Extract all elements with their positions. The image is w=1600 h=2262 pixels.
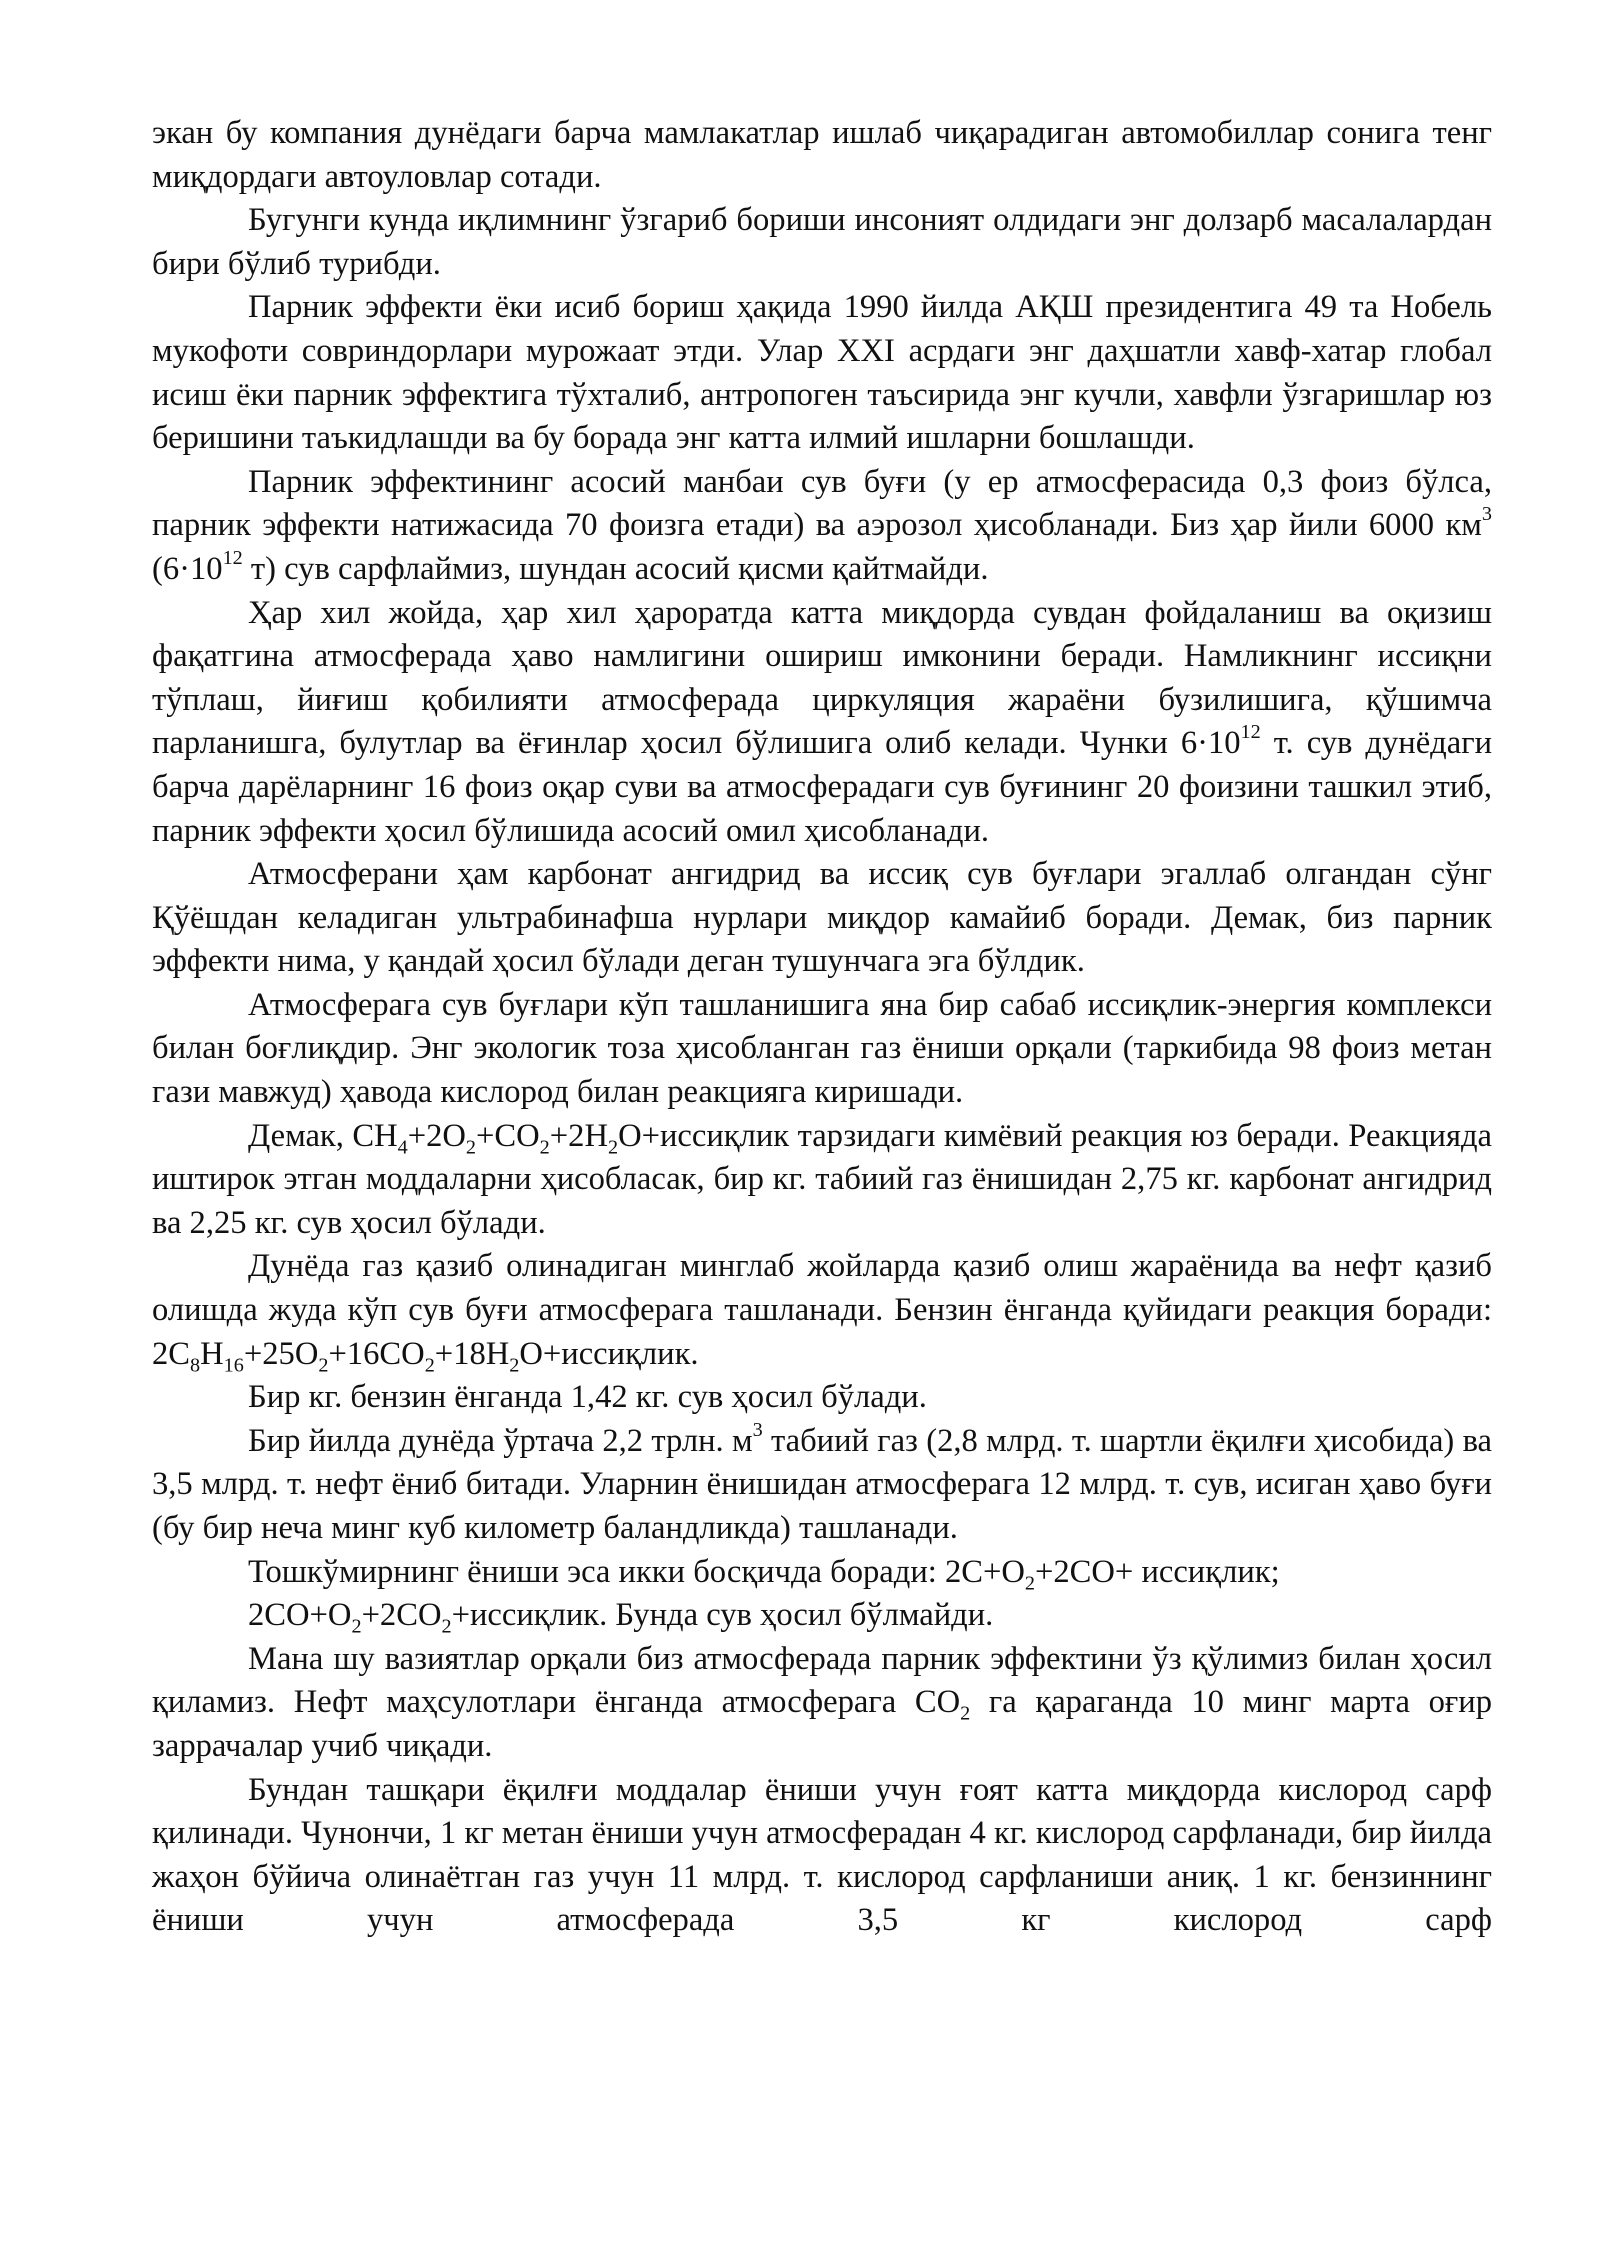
text-run: т) сув сарфлаймиз, шундан асосий қисми қайтмайди. [242,550,989,587]
text-run: т. сув дунёдаги барча дарёларнинг 16 фоиз оқар суви ва атмосферадаги сув буғининг 20 фоизини ташкил этиб, парник эффекти ҳосил бўлишида асосий омил ҳисобланади. [152,725,1493,849]
superscript: 12 [222,547,243,570]
subscript: 2 [607,1136,619,1159]
paragraph [152,1245,1492,1376]
text-run: Атмосферага сув буғлари кўп ташланишига яна бир сабаб иссиқлик-энергия комплекси билан боғлиқдир. Энг экологик тоза ҳисобланган газ ёниши орқали (таркибида 98 фоиз метан гази мавжуд) ҳавода кислород билан реакцияга киришади. [152,986,1492,1111]
text-run: экан бу компания дунёдаги барча мамлакатлар ишлаб чиқарадиган автомобиллар сонига тенг миқдордаги автоуловлар сотади. [152,115,1492,195]
paragraph [152,592,1492,854]
text-run: +2H [549,1117,608,1154]
subscript: 2 [539,1136,550,1159]
subscript: 2 [318,1354,329,1377]
text-run: +2CO+ иссиқлик; [1035,1553,1280,1590]
subscript: 2 [509,1354,520,1377]
text-run: Тошкўмирнинг ёниши эса икки босқичда боради: 2C+O [248,1553,1025,1590]
subscript: 2 [960,1702,971,1725]
text-run: +иссиқлик. Бунда сув ҳосил бўлмайди. [451,1597,994,1634]
superscript: 3 [1481,503,1492,526]
text-run: Демак, СН [248,1117,398,1154]
subscript: 2 [465,1136,477,1159]
text-run: га қараганда 10 минг марта оғир заррачалар учиб чиқади. [152,1684,1492,1764]
paragraph [152,112,1492,199]
paragraph [152,1638,1492,1769]
text-run: Бундан ташқари ёқилғи моддалар ёниши учун ғоят катта миқдорда кислород сарф қилинади. Чунончи, 1 кг метан ёниши учун атмосферадан 4 кг. кислород сарфланади, бир йилда жаҳон бўйича олинаётган газ учун 11 млрд. т. кислород сарфланиши аниқ. 1 кг. бензиннинг ёниши учун атмосферада 3,5 кг кислород сарф [152,1771,1492,1939]
subscript: 16 [223,1354,244,1377]
subscript: 2 [441,1615,452,1638]
paragraph [152,1594,1492,1638]
text-run: (6·10 [152,550,223,587]
superscript: 3 [752,1418,763,1441]
paragraph [152,1551,1492,1595]
text-run: +18H [434,1335,510,1372]
subscript: 4 [397,1136,408,1159]
text-run: табиий газ (2,8 млрд. т. шартли ёқилғи ҳисобида) ва 3,5 млрд. т. нефт ёниб битади. Уларнин ёнишидан атмосферага 12 млрд. т. сув, исиган ҳаво буғи (бу бир неча минг куб километр баландликда) ташланади. [152,1422,1492,1546]
text-run: 2CO+O [248,1597,352,1634]
text-run: Бугунги кунда иқлимнинг ўзгариб бориши инсоният олдидаги энг долзарб масалалардан бири бўлиб турибди. [152,202,1492,282]
text-run: O+иссиқлик тарзидаги кимёвий реакция юз беради. Реакцияда иштирок этган моддаларни ҳисобласак, бир кг. табиий газ ёнишидан 2,75 кг. карбонат ангидрид ва 2,25 кг. сув ҳосил бўлади. [152,1117,1492,1241]
document-page [152,112,1492,1943]
paragraph [152,199,1492,286]
text-run: Мана шу вазиятлар орқали биз атмосферада парник эффектини ўз қўлимиз билан ҳосил қиламиз. Нефт маҳсулотлари ёнганда атмосферага CO [152,1640,1492,1721]
paragraph [152,286,1492,460]
text-run: Дунёда газ қазиб олинадиган минглаб жойларда қазиб олиш жараёнида ва нефт қазиб олишда жуда кўп сув буғи атмосферага ташланади. Бензин ёнганда қуйидаги реакция боради: 2C [152,1248,1492,1372]
subscript: 8 [190,1354,201,1377]
text-run: Атмосферани ҳам карбонат ангидрид ва иссиқ сув буғлари эгаллаб олгандан сўнг Қўёшдан келадиган ультрабинафша нурлари миқдор камайиб боради. Демак, биз парник эффекти нима, у қандай ҳосил бўлади деган тушунчага эга бўлдик. [152,856,1492,980]
text-run: +2CO [361,1597,442,1634]
text-run: H [200,1335,224,1372]
text-run: Ҳар хил жойда, ҳар хил ҳароратда катта миқдорда сувдан фойдаланиш ва оқизиш фақатгина атмосферада ҳаво намлигини ошириш имконини беради. Намликнинг иссиқни тўплаш, йиғиш қобилияти атмосферада циркуляция жараёни бузилишига, қўшимча парланишга, булутлар ва ёғинлар ҳосил бўлишига олиб келади. Чунки 6·10 [152,594,1492,762]
text-run: O+иссиқлик. [519,1335,699,1372]
text-run: Парник эффектининг асосий манбаи сув буғи (у ер атмосферасида 0,3 фоиз бўлса, парник эффекти натижасида 70 фоизга етади) ва аэрозол ҳисобланади. Биз ҳар йили 6000 км [152,463,1492,544]
paragraph [152,1376,1492,1420]
text-run: +CO [476,1117,540,1154]
text-run: Парник эффекти ёки исиб бориш ҳақида 1990 йилда АҚШ президентига 49 та Нобель мукофоти совриндорлари мурожаат этди. Улар XXI асрдаги энг даҳшатли хавф-хатар глобал исиш ёки парник эффектига тўхталиб, антропоген таъсирида энг кучли, хавфли ўзгаришлар юз беришини таъкидлашди ва бу борада энг катта илмий ишларни бошлашди. [152,289,1492,457]
paragraph [152,1420,1492,1551]
text-run: Бир кг. бензин ёнганда 1,42 кг. сув ҳосил бўлади. [248,1379,927,1416]
paragraph [152,461,1492,592]
paragraph [152,1769,1492,1943]
subscript: 2 [424,1354,435,1377]
subscript: 2 [1024,1572,1036,1595]
paragraph [152,853,1492,984]
paragraph [152,984,1492,1115]
text-run: +2O [407,1117,466,1154]
text-run: +16CO [328,1335,425,1372]
subscript: 2 [351,1615,362,1638]
text-run: Бир йилда дунёда ўртача 2,2 трлн. м [248,1422,753,1459]
superscript: 12 [1240,721,1261,744]
text-run: +25O [243,1335,319,1372]
paragraph [152,1115,1492,1246]
